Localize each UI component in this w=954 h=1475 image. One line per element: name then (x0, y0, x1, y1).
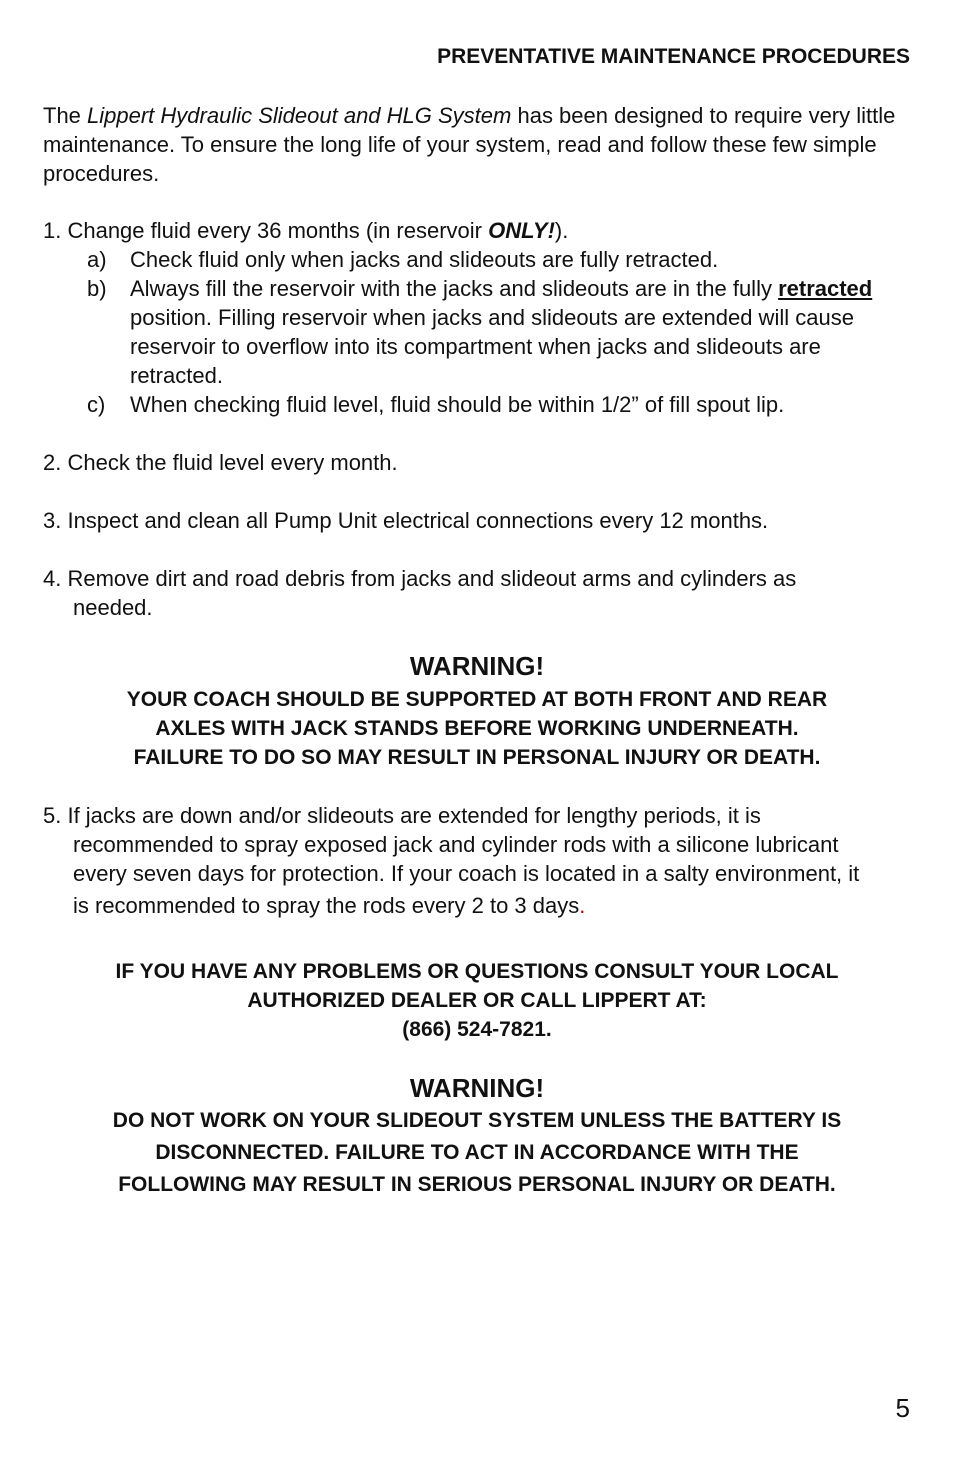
warning-1-line: FAILURE TO DO SO MAY RESULT IN PERSONAL INJURY OR DEATH. (133, 746, 821, 769)
subitem-label: b) (87, 276, 107, 301)
contact-line: IF YOU HAVE ANY PROBLEMS OR QUESTIONS CONSULT YOUR LOCAL (115, 960, 839, 983)
warning-2-line: FOLLOWING MAY RESULT IN SERIOUS PERSONAL INJURY OR DEATH. (118, 1173, 836, 1196)
intro-paragraph (43, 101, 913, 188)
subitem-text: Check fluid only when jacks and slideouts are fully retracted. (130, 247, 719, 272)
subitem-b-text: Always fill the reservoir with the jacks and slideouts are in the fully (130, 276, 779, 301)
warning-2-body (0, 1105, 954, 1201)
warning-1-title: WARNING! (409, 651, 545, 681)
page-number: 5 (895, 1393, 910, 1423)
item-4-cont: needed. (73, 595, 153, 620)
contact-block (0, 957, 954, 1044)
warning-1-line: AXLES WITH JACK STANDS BEFORE WORKING UNDERNEATH. (155, 717, 799, 740)
intro-lead: The (43, 103, 88, 128)
subitem-a (87, 245, 909, 274)
item-5-first: 5. If jacks are down and/or slideouts are extended for lengthy periods, it is (43, 803, 761, 828)
warning-2-line: DISCONNECTED. FAILURE TO ACT IN ACCORDANCE WITH THE (155, 1141, 799, 1164)
item-5-last-line (43, 891, 913, 920)
subitem-label: a) (87, 247, 107, 272)
warning-2-line: DO NOT WORK ON YOUR SLIDEOUT SYSTEM UNLESS THE BATTERY IS (112, 1109, 842, 1132)
subitem-b (87, 274, 909, 390)
item-5-line: is recommended to spray the rods every 2 to 3 days (73, 893, 580, 918)
item-4 (43, 564, 913, 622)
item-5-line: every seven days for protection. If your coach is located in a salty environment, it (73, 861, 860, 886)
subitem-text (130, 274, 909, 390)
subitem-b-underlined: retracted (778, 276, 873, 301)
item-2: 2. Check the fluid level every month. (43, 450, 398, 475)
item-3: 3. Inspect and clean all Pump Unit electrical connections every 12 months. (43, 508, 769, 533)
item-5-end-mark: . (579, 893, 586, 918)
item-4-first: 4. Remove dirt and road debris from jacks and slideout arms and cylinders as (43, 566, 797, 591)
item-1-close: ). (554, 218, 569, 243)
item-1 (43, 216, 913, 245)
subitem-text: When checking fluid level, fluid should be within 1/2” of fill spout lip. (130, 392, 785, 417)
system-name: Lippert Hydraulic Slideout and HLG System (87, 103, 512, 128)
warning-2-title: WARNING! (409, 1073, 545, 1103)
item-5-line: recommended to spray exposed jack and cylinder rods with a silicone lubricant (73, 832, 839, 857)
intro-rest: has been designed to require very little maintenance. To ensure the long life of your system, read and follow these few simple procedures. (43, 103, 896, 186)
item-1-text: 1. Change fluid every 36 months (in reservoir (43, 218, 489, 243)
item-1-emphasis: ONLY! (488, 218, 555, 243)
page-header: PREVENTATIVE MAINTENANCE PROCEDURES (437, 45, 910, 68)
item-5 (43, 801, 913, 920)
subitem-b-text-after: position. Filling reservoir when jacks and slideouts are extended will cause reservoir to overflow into its compartment when jacks and slideouts are retracted. (130, 305, 854, 388)
contact-phone: (866) 524-7821. (402, 1018, 552, 1041)
contact-line: AUTHORIZED DEALER OR CALL LIPPERT AT: (247, 989, 707, 1012)
subitem-c (87, 390, 909, 419)
subitem-label: c) (87, 392, 106, 417)
warning-1-body (0, 685, 954, 772)
warning-1-line: YOUR COACH SHOULD BE SUPPORTED AT BOTH FRONT AND REAR (126, 688, 828, 711)
